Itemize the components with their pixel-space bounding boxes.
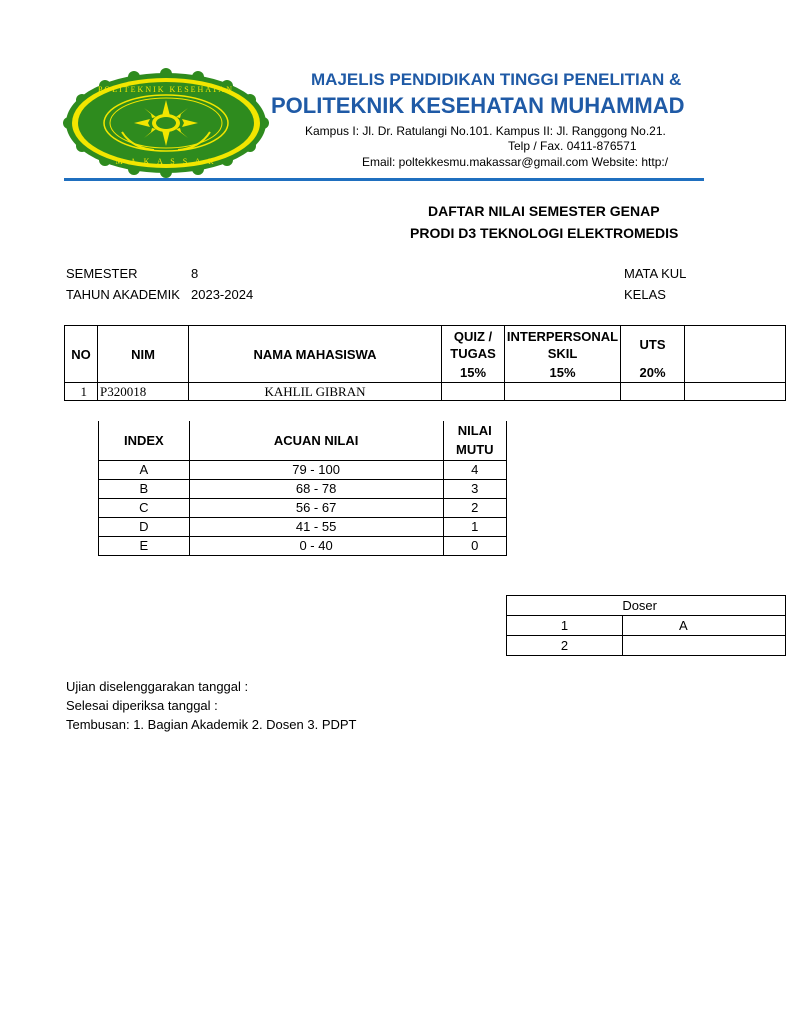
- svg-text:M A K A S S A R: M A K A S S A R: [115, 157, 217, 166]
- table-row: [65, 383, 786, 401]
- extra-weight: [685, 364, 786, 383]
- institution-email: Email: poltekkesmu.makassar@gmail.com Website: http:/: [362, 155, 669, 169]
- uts-weight: 20%: [621, 364, 685, 383]
- table-row: [99, 517, 507, 536]
- col-no: NO: [65, 326, 98, 383]
- header-divider: [64, 178, 704, 181]
- institution-address: Kampus I: Jl. Dr. Ratulangi No.101. Kampus II: Jl. Ranggong No.21.: [305, 124, 666, 138]
- col-uts: UTS: [621, 326, 685, 364]
- col-nim: NIM: [98, 326, 189, 383]
- index-letter: A: [99, 460, 190, 479]
- institution-name: POLITEKNIK KESEHATAN MUHAMMAD: [271, 93, 685, 118]
- index-letter: D: [99, 517, 190, 536]
- academic-year-label: TAHUN AKADEMIK: [66, 287, 180, 302]
- institution-phone: Telp / Fax. 0411-876571: [508, 139, 637, 153]
- table-row: [99, 460, 507, 479]
- row-extra: [685, 383, 786, 401]
- row-uts: [621, 383, 685, 401]
- index-letter: C: [99, 498, 190, 517]
- institution-logo: [62, 70, 270, 176]
- index-range: 0 - 40: [189, 536, 443, 555]
- index-range: 68 - 78: [189, 479, 443, 498]
- institution-line-1: MAJELIS PENDIDIKAN TINGGI PENELITIAN &: [311, 70, 682, 89]
- index-range: 56 - 67: [189, 498, 443, 517]
- lecturer-no: 2: [507, 636, 623, 656]
- row-nim: P320018: [98, 383, 189, 401]
- table-row: [507, 636, 786, 656]
- index-mutu: 4: [443, 460, 506, 479]
- carbon-copy-note: Tembusan: 1. Bagian Akademik 2. Dosen 3. PDPT: [66, 717, 357, 732]
- table-row: [99, 498, 507, 517]
- grades-table: [64, 325, 786, 401]
- table-row: [99, 479, 507, 498]
- svg-text:POLITEKNIK KESEHATAN: POLITEKNIK KESEHATAN: [97, 85, 235, 94]
- checked-date-label: Selesai diperiksa tanggal :: [66, 698, 218, 713]
- index-range: 41 - 55: [189, 517, 443, 536]
- semester-label: SEMESTER: [66, 266, 138, 281]
- index-letter: B: [99, 479, 190, 498]
- index-mutu: 1: [443, 517, 506, 536]
- row-interpersonal: [505, 383, 621, 401]
- col-interpersonal: INTERPERSONAL SKIL: [505, 326, 621, 364]
- academic-year-value: 2023-2024: [191, 287, 254, 302]
- col-acuan: ACUAN NILAI: [189, 421, 443, 460]
- index-mutu: 2: [443, 498, 506, 517]
- exam-date-label: Ujian diselenggarakan tanggal :: [66, 679, 249, 694]
- col-index: INDEX: [99, 421, 190, 460]
- index-mutu: 0: [443, 536, 506, 555]
- lecturer-table: [506, 595, 786, 656]
- lecturer-name: [623, 636, 786, 656]
- table-row: [507, 616, 786, 636]
- grade-index-table: [98, 421, 507, 556]
- interpersonal-weight: 15%: [505, 364, 621, 383]
- program-title: PRODI D3 TEKNOLOGI ELEKTROMEDIS: [410, 225, 679, 241]
- index-range: 79 - 100: [189, 460, 443, 479]
- row-no: 1: [65, 383, 98, 401]
- lecturer-name: A: [623, 616, 786, 636]
- row-name: KAHLIL GIBRAN: [189, 383, 442, 401]
- lecturer-header: Doser: [507, 596, 786, 616]
- col-quiz: QUIZ / TUGAS: [442, 326, 505, 364]
- index-mutu: 3: [443, 479, 506, 498]
- lecturer-no: 1: [507, 616, 623, 636]
- col-name: NAMA MAHASISWA: [189, 326, 442, 383]
- col-extra: [685, 326, 786, 364]
- semester-value: 8: [191, 266, 199, 281]
- index-letter: E: [99, 536, 190, 555]
- row-quiz: [442, 383, 505, 401]
- col-nilai-mutu: NILAI MUTU: [443, 421, 506, 460]
- class-label: KELAS: [624, 287, 666, 302]
- quiz-weight: 15%: [442, 364, 505, 383]
- course-label: MATA KUL: [624, 266, 687, 281]
- table-row: [99, 536, 507, 555]
- document-title: DAFTAR NILAI SEMESTER GENAP: [428, 203, 660, 219]
